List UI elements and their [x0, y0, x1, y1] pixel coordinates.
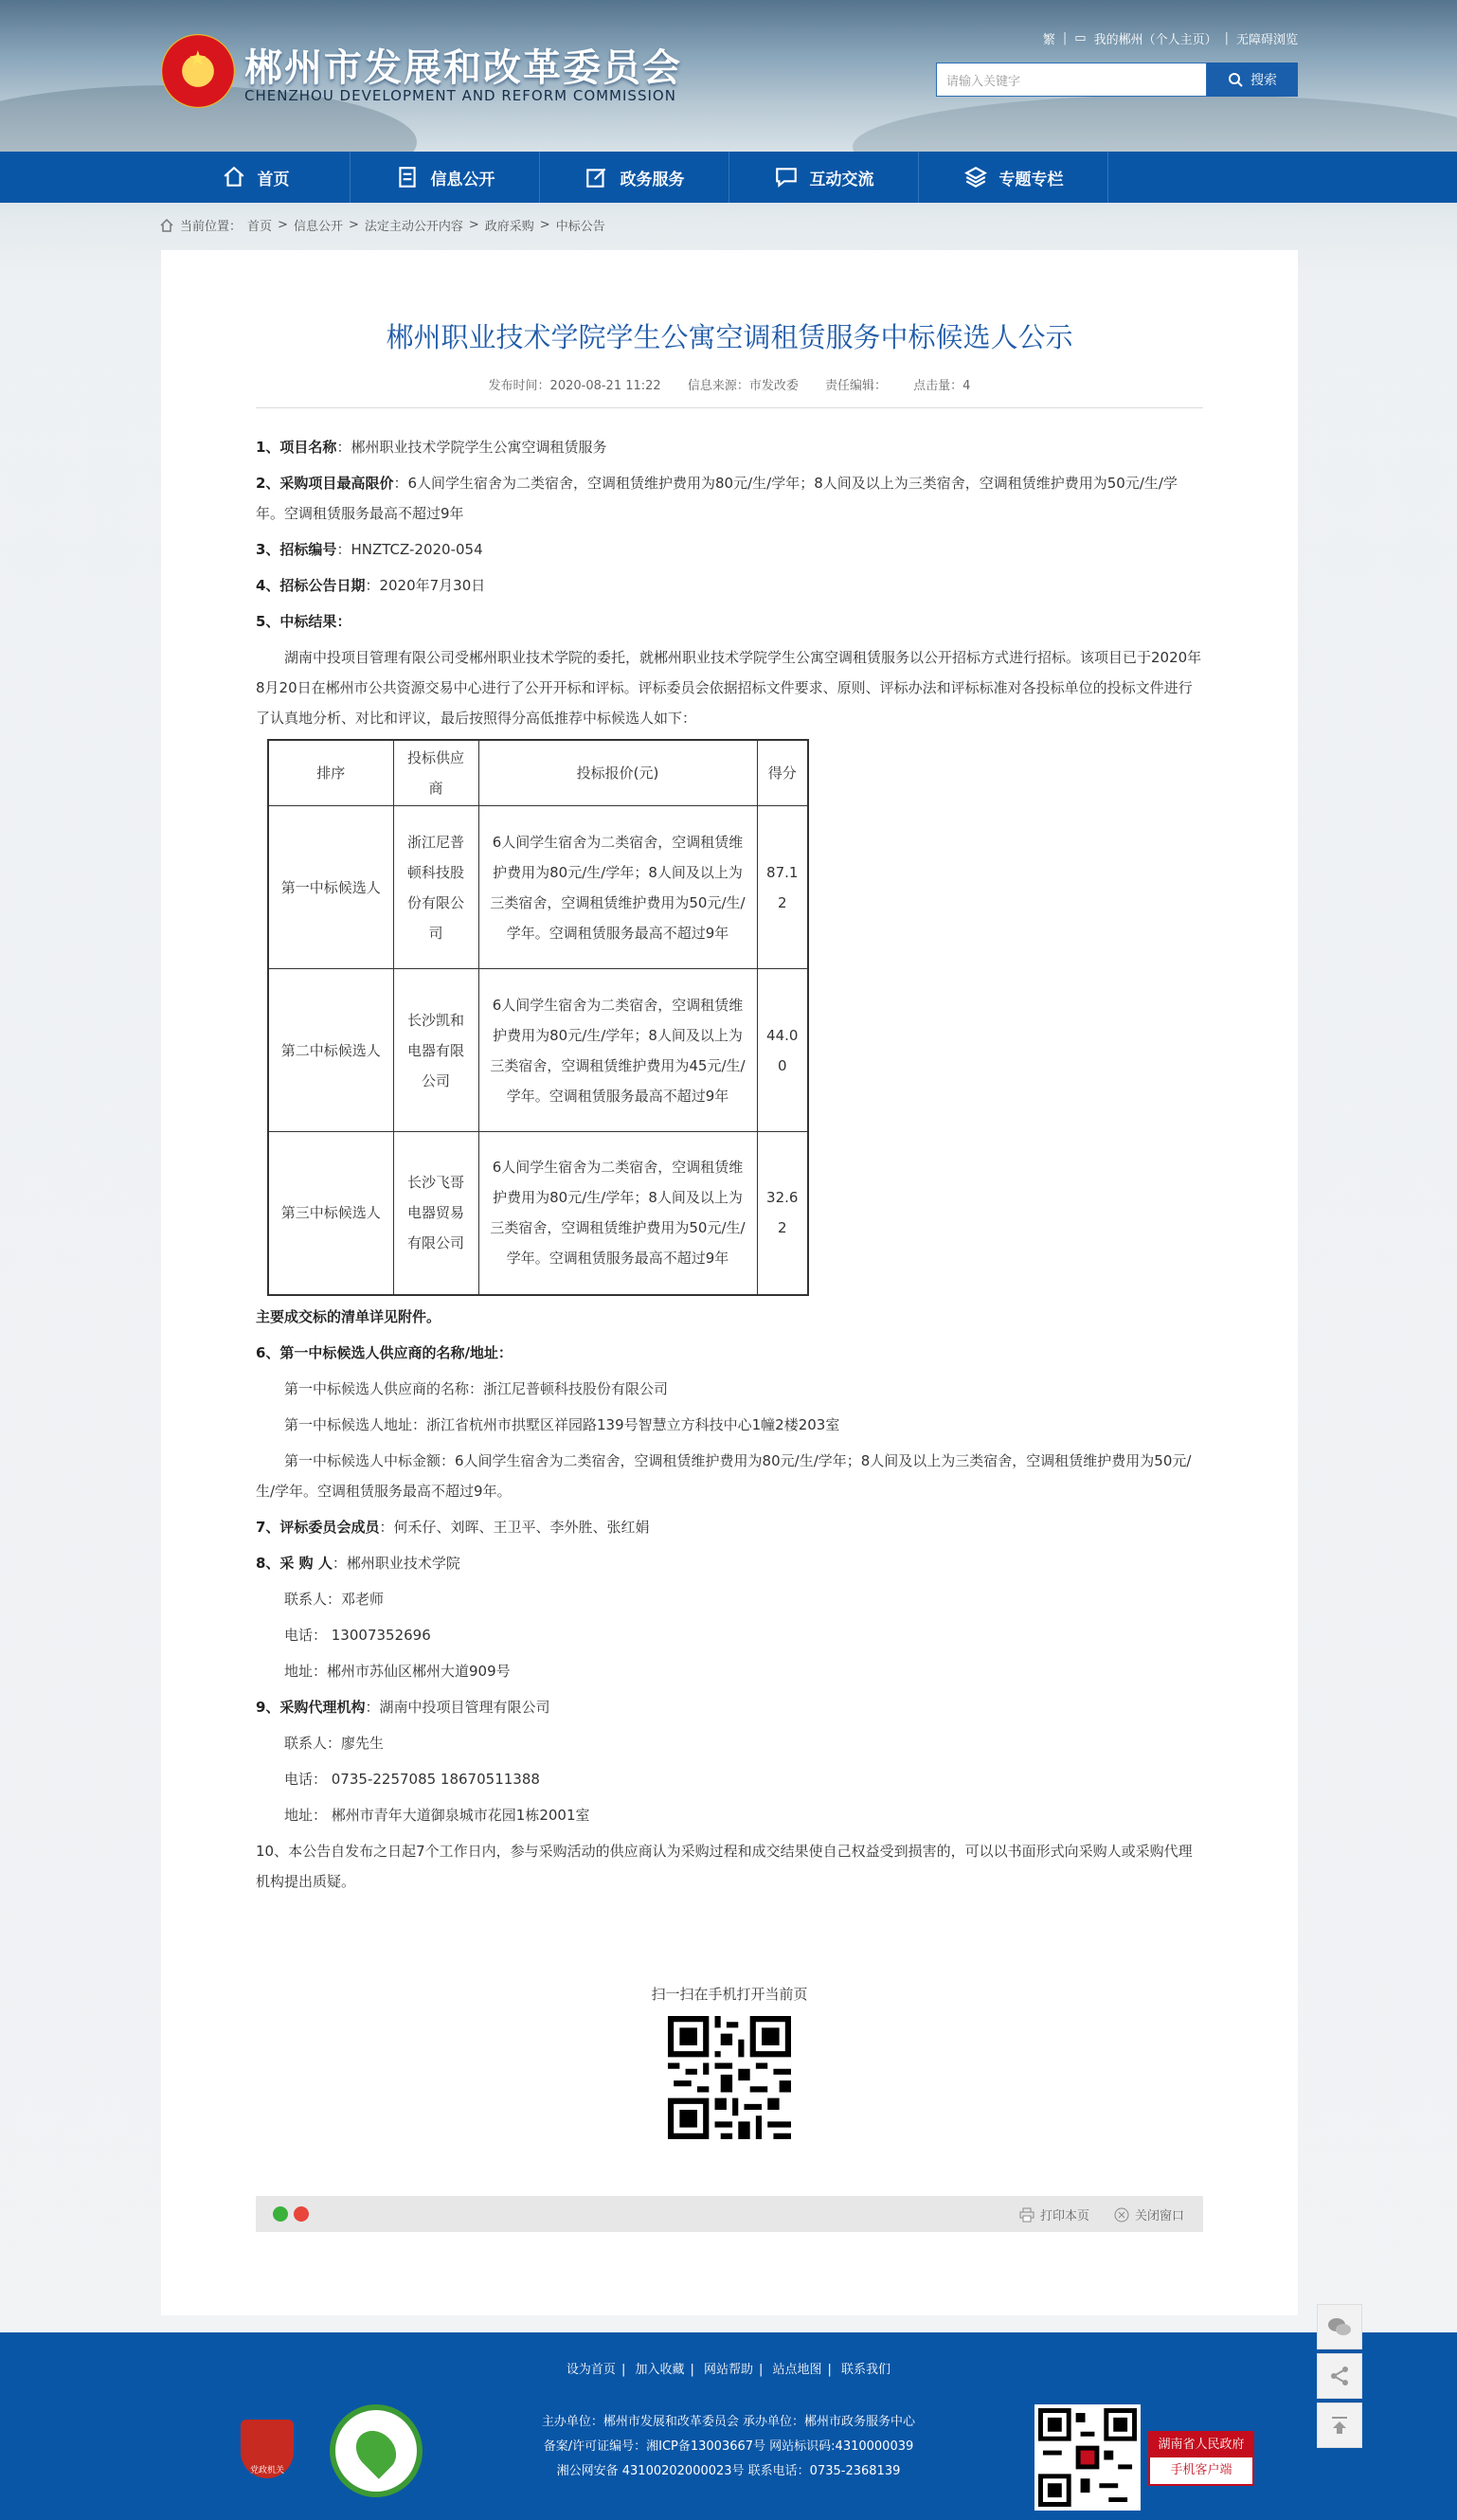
footer-qr-code	[1034, 2404, 1141, 2511]
footer-info: 主办单位：郴州市发展和改革委员会 承办单位：郴州市政务服务中心 备案/许可证编号：湘ICP备13003667号 网站标识码:4310000039 湘公网安备 43100202000023号 联系电话：0735-2368139	[541, 2415, 916, 2478]
footer-links: 设为首页 | 加入收藏 | 网站帮助 | 站点地图 | 联系我们	[566, 2363, 891, 2377]
footer-link-sitemap[interactable]: 站点地图	[772, 2363, 822, 2377]
nav-topics[interactable]: 专题专栏	[919, 152, 1108, 203]
party-gov-badge-icon[interactable]: 党政机关	[241, 2420, 294, 2478]
header-banner	[0, 0, 1457, 152]
article-body: 1、项目名称：郴州职业技术学院学生公寓空调租赁服务 2、采购项目最高限价：6人间学生宿舍为二类宿舍，空调租赁维护费用为80元/生/学年；8人间及以上为三类宿舍，空调租赁维护费用为50元/生/学年。空调租赁服务最高不超过9年 3、招标编号：HNZTCZ-2020-054 4、招标公告日期：2020年7月30日 5、中标结果： 湖南中投项目管理有限公司受郴州职业技术学院的委托，就郴州职业技术学院学生公寓空调租赁服务以公开招标方式进行招标。该项目已于2020年8月20日在郴州市公共资源交易中心进行了公开开标和评标。评标委员会依据招标文件要求、原则、评标办法和评标标准对各投标单位的投标文件进行了认真地分析、对比和评议，最后按照得分高低推荐中标候选人如下： 排序 投标供应商 投标报价(元) 得分 第一中标候选人 浙江尼普顿科技股份有限公司 6人间学生宿舍为二类宿舍，空调租赁维护费用为80元/生/学年；8人间及以上为三类宿舍，空调租赁维护费用为50元/生/学年。空调租赁服务最高不超过9年 87.12 第二中标候选人 长沙凯和电器有限公司 6人间学生宿舍为二类宿舍，空调租赁维护费用为80元/生/学年；8人间及以上为三类宿舍，空调租赁维护费用为45元/生/学年。空调租赁服务最高不超过9年 44.00 第三中标候选人 长沙飞哥电器贸易有限公司 6人间学生宿舍为二类宿舍，空调租赁维护费用为80元/生/学年；8人间及以上为三类宿舍，空调租赁维护费用为50元/生/学年。空调租赁服务最高不超过9年 32.62 主要成交标的清单详见附件。 6、第一中标候选人供应商的名称/地址： 第一中标候选人供应商的名称：浙江尼普顿科技股份有限公司 第一中标候选人地址：浙江省杭州市拱墅区祥园路139号智慧立方科技中心1幢2楼203室 第一中标候选人中标金额：6人间学生宿舍为二类宿舍，空调租赁维护费用为80元/生/学年；8人间及以上为三类宿舍，空调租赁维护费用为50元/生/学年。空调租赁服务最高不超过9年。 7、评标委员会成员：何禾仔、刘晖、王卫平、李外胜、张红娟 8、采 购 人：郴州职业技术学院 联系人：邓老师 电话： 13007352696 地址：郴州市苏仙区郴州大道909号 9、采购代理机构：湖南中投项目管理有限公司 联系人：廖先生 电话： 0735-2257085 18670511388 地址： 郴州市青年大道御泉城市花园1栋2001室 10、本公告自发布之日起7个工作日内，参与采购活动的供应商认为采购过程和成交结果使自己权益受到损害的，可以以书面形式向采购人或采购代理机构提出质疑。	[256, 439, 1202, 1890]
float-wechat-button[interactable]	[1317, 2304, 1362, 2349]
chat-icon	[774, 165, 799, 189]
site-title: 郴州市发展和改革委员会	[244, 45, 682, 90]
breadcrumb-legal[interactable]: 法定主动公开内容	[364, 220, 463, 234]
table-header: 排序	[268, 740, 393, 806]
click-count: 点击量：4	[913, 379, 971, 393]
float-toolbar	[1317, 2304, 1362, 2452]
footer-link-help[interactable]: 网站帮助	[703, 2363, 753, 2377]
divider	[256, 407, 1203, 408]
edit-icon	[585, 165, 609, 189]
breadcrumb-info[interactable]: 信息公开	[293, 220, 343, 234]
home-icon	[159, 218, 174, 233]
main-nav	[0, 152, 1457, 203]
article-meta	[161, 375, 1298, 393]
footer	[0, 2332, 1457, 2520]
home-icon	[222, 165, 246, 189]
footer-link-homepage[interactable]: 设为首页	[566, 2363, 616, 2377]
attachment-note: 主要成交标的清单详见附件。	[256, 1307, 441, 1325]
my-chenzhou-link[interactable]: 我的郴州（个人主页）	[1093, 33, 1217, 47]
float-share-button[interactable]	[1317, 2353, 1362, 2399]
nav-info-disclosure[interactable]: 信息公开	[351, 152, 540, 203]
footer-link-favorite[interactable]: 加入收藏	[635, 2363, 685, 2377]
breadcrumb-award[interactable]: 中标公告	[555, 220, 605, 234]
breadcrumb-procurement[interactable]: 政府采购	[484, 220, 534, 234]
table-row: 第一中标候选人 浙江尼普顿科技股份有限公司 6人间学生宿舍为二类宿舍，空调租赁维护费用为80元/生/学年；8人间及以上为三类宿舍，空调租赁维护费用为50元/生/学年。空调租赁服务最高不超过9年 87.12	[268, 806, 808, 969]
print-button[interactable]: 打印本页	[1019, 2205, 1089, 2223]
wechat-share-icon[interactable]	[273, 2206, 288, 2222]
close-window-button[interactable]: 关闭窗口	[1114, 2205, 1184, 2223]
table-row: 第三中标候选人 长沙飞哥电器贸易有限公司 6人间学生宿舍为二类宿舍，空调租赁维护费用为80元/生/学年；8人间及以上为三类宿舍，空调租赁维护费用为50元/生/学年。空调租赁服务最高不超过9年 32.62	[268, 1132, 808, 1295]
nav-gov-service[interactable]: 政务服务	[540, 152, 729, 203]
table-header: 投标供应商	[393, 740, 478, 806]
qr-caption: 扫一扫在手机打开当前页	[651, 1986, 808, 2003]
breadcrumb: 当前位置： 首页 > 信息公开 > 法定主动公开内容 > 政府采购 > 中标公告	[159, 216, 605, 234]
document-icon	[395, 165, 420, 189]
back-to-top-button[interactable]	[1317, 2403, 1362, 2448]
site-subtitle: CHENZHOU DEVELOPMENT AND REFORM COMMISSION	[244, 87, 676, 104]
breadcrumb-home[interactable]: 首页	[247, 220, 273, 234]
traditional-chinese-link[interactable]: 繁	[1042, 33, 1055, 47]
wechat-icon	[1327, 2316, 1352, 2337]
search-button[interactable]: 搜索	[1207, 63, 1298, 97]
editor: 责任编辑：	[825, 379, 888, 393]
footer-link-contact[interactable]: 联系我们	[841, 2363, 891, 2377]
search-icon	[1228, 72, 1243, 87]
monitor-icon: ▭	[1074, 31, 1087, 45]
bid-result-table	[267, 739, 809, 1296]
top-links: 繁 | ▭ 我的郴州（个人主页） | 无障碍浏览	[1042, 31, 1298, 47]
printer-icon	[1019, 2207, 1034, 2223]
civilization-badge-icon[interactable]	[330, 2404, 423, 2497]
nav-home[interactable]: 首页	[161, 152, 351, 203]
table-header: 得分	[757, 740, 808, 806]
table-row: 第二中标候选人 长沙凯和电器有限公司 6人间学生宿舍为二类宿舍，空调租赁维护费用为80元/生/学年；8人间及以上为三类宿舍，空调租赁维护费用为45元/生/学年。空调租赁服务最高不超过9年 44.00	[268, 969, 808, 1132]
weibo-share-icon[interactable]	[294, 2206, 309, 2222]
arrow-up-icon	[1328, 2414, 1351, 2437]
publish-time: 发布时间：2020-08-21 11:22	[488, 379, 661, 393]
share-icon	[1328, 2365, 1351, 2387]
layers-icon	[963, 165, 988, 189]
info-source: 信息来源：市发改委	[687, 379, 799, 393]
close-icon	[1114, 2207, 1129, 2223]
article-title: 郴州职业技术学院学生公寓空调租赁服务中标候选人公示	[386, 321, 1073, 353]
share-bar	[256, 2196, 1203, 2232]
search-input[interactable]: 请输入关键字	[936, 63, 1207, 97]
table-header: 投标报价(元)	[478, 740, 757, 806]
qr-code	[666, 2014, 793, 2141]
accessibility-link[interactable]: 无障碍浏览	[1235, 33, 1298, 47]
nav-interaction[interactable]: 互动交流	[729, 152, 919, 203]
article-card	[161, 250, 1298, 2315]
national-emblem-icon: ★	[161, 34, 235, 108]
gov-app-badge[interactable]: 湖南省人民政府 手机客户端	[1148, 2431, 1254, 2486]
